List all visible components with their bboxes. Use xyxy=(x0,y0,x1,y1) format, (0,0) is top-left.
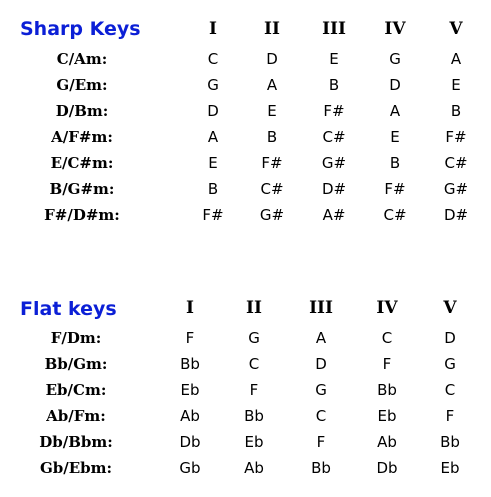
flat-keys-note-cell: G xyxy=(444,355,456,373)
flat-keys-note-cell: Eb xyxy=(377,407,397,425)
flat-keys-note-cell: Bb xyxy=(244,407,264,425)
flat-keys-note-cell: Bb xyxy=(440,433,460,451)
flat-keys-numeral-iii: III xyxy=(309,298,333,318)
sharp-keys-row-key-label: B/G#m: xyxy=(49,180,115,198)
sharp-keys-note-cell: D xyxy=(389,76,401,94)
sharp-keys-note-cell: F# xyxy=(445,128,467,146)
flat-keys-note-cell: C xyxy=(248,355,260,373)
sharp-keys-note-cell: A xyxy=(389,102,401,120)
sharp-keys-note-cell: C# xyxy=(322,128,346,146)
sharp-keys-note-cell: F# xyxy=(384,180,406,198)
sharp-keys-note-cell: G# xyxy=(321,154,347,172)
sharp-keys-note-cell: B xyxy=(266,128,278,146)
flat-keys-note-cell: Ab xyxy=(244,459,264,477)
sharp-keys-note-cell: D# xyxy=(321,180,347,198)
sharp-keys-note-cell: A xyxy=(450,50,462,68)
flat-keys-note-cell: G xyxy=(248,329,260,347)
sharp-keys-note-cell: G# xyxy=(259,206,285,224)
sharp-keys-note-cell: A xyxy=(266,76,278,94)
flat-keys-note-cell: F xyxy=(445,407,455,425)
sharp-keys-note-cell: B xyxy=(389,154,401,172)
sharp-keys-row-key-label: D/Bm: xyxy=(55,102,109,120)
flat-keys-note-cell: F xyxy=(249,381,259,399)
sharp-keys-note-cell: D xyxy=(266,50,278,68)
flat-keys-note-cell: Db xyxy=(376,459,398,477)
flat-keys-row-key-label: Gb/Ebm: xyxy=(39,459,113,477)
flat-keys-note-cell: C xyxy=(444,381,456,399)
flat-keys-heading: Flat keys xyxy=(20,298,117,320)
sharp-keys-numeral-iv: IV xyxy=(384,19,406,39)
flat-keys-note-cell: Eb xyxy=(244,433,264,451)
sharp-keys-note-cell: E xyxy=(451,76,461,94)
flat-keys-note-cell: Eb xyxy=(440,459,460,477)
sharp-keys-note-cell: D# xyxy=(443,206,469,224)
flat-keys-note-cell: Bb xyxy=(180,355,200,373)
sharp-keys-note-cell: C# xyxy=(260,180,284,198)
sharp-keys-row-key-label: F#/D#m: xyxy=(44,206,120,224)
flat-keys-note-cell: Db xyxy=(179,433,201,451)
sharp-keys-row-key-label: C/Am: xyxy=(56,50,108,68)
sharp-keys-note-cell: C# xyxy=(383,206,407,224)
sharp-keys-numeral-v: V xyxy=(449,19,463,39)
sharp-keys-row-key-label: G/Em: xyxy=(56,76,108,94)
flat-keys-note-cell: A xyxy=(315,329,327,347)
flat-keys-note-cell: F xyxy=(185,329,195,347)
flat-keys-numeral-iv: IV xyxy=(376,298,398,318)
flat-keys-row-key-label: F/Dm: xyxy=(50,329,102,347)
flat-keys-note-cell: Bb xyxy=(377,381,397,399)
flat-keys-note-cell: F xyxy=(316,433,326,451)
flat-keys-note-cell: D xyxy=(444,329,456,347)
flat-keys-note-cell: G xyxy=(315,381,327,399)
sharp-keys-note-cell: A# xyxy=(322,206,346,224)
sharp-keys-note-cell: A xyxy=(207,128,219,146)
sharp-keys-note-cell: C# xyxy=(444,154,468,172)
flat-keys-numeral-v: V xyxy=(443,298,457,318)
sharp-keys-note-cell: F# xyxy=(323,102,345,120)
sharp-keys-note-cell: G xyxy=(389,50,401,68)
flat-keys-note-cell: F xyxy=(382,355,392,373)
sharp-keys-note-cell: F# xyxy=(261,154,283,172)
sharp-keys-note-cell: C xyxy=(207,50,219,68)
flat-keys-row-key-label: Ab/Fm: xyxy=(46,407,106,425)
flat-keys-note-cell: D xyxy=(315,355,327,373)
sharp-keys-note-cell: E xyxy=(267,102,277,120)
sharp-keys-note-cell: G# xyxy=(443,180,469,198)
flat-keys-numeral-ii: II xyxy=(246,298,262,318)
sharp-keys-note-cell: D xyxy=(207,102,219,120)
sharp-keys-note-cell: E xyxy=(208,154,218,172)
flat-keys-note-cell: Ab xyxy=(180,407,200,425)
sharp-keys-numeral-iii: III xyxy=(322,19,346,39)
sharp-keys-note-cell: G xyxy=(207,76,219,94)
sharp-keys-numeral-ii: II xyxy=(264,19,280,39)
flat-keys-note-cell: Bb xyxy=(311,459,331,477)
sharp-keys-heading: Sharp Keys xyxy=(20,18,141,40)
flat-keys-numeral-i: I xyxy=(186,298,194,318)
flat-keys-note-cell: C xyxy=(315,407,327,425)
sharp-keys-note-cell: B xyxy=(328,76,340,94)
sharp-keys-row-key-label: A/F#m: xyxy=(51,128,113,146)
sharp-keys-note-cell: B xyxy=(207,180,219,198)
sharp-keys-note-cell: E xyxy=(329,50,339,68)
sharp-keys-note-cell: E xyxy=(390,128,400,146)
sharp-keys-numeral-i: I xyxy=(209,19,217,39)
flat-keys-note-cell: Ab xyxy=(377,433,397,451)
flat-keys-note-cell: Gb xyxy=(179,459,201,477)
sharp-keys-note-cell: B xyxy=(450,102,462,120)
flat-keys-row-key-label: Eb/Cm: xyxy=(45,381,107,399)
flat-keys-row-key-label: Bb/Gm: xyxy=(44,355,108,373)
flat-keys-note-cell: C xyxy=(381,329,393,347)
sharp-keys-note-cell: F# xyxy=(202,206,224,224)
sharp-keys-row-key-label: E/C#m: xyxy=(50,154,114,172)
flat-keys-note-cell: Eb xyxy=(180,381,200,399)
flat-keys-row-key-label: Db/Bbm: xyxy=(39,433,113,451)
